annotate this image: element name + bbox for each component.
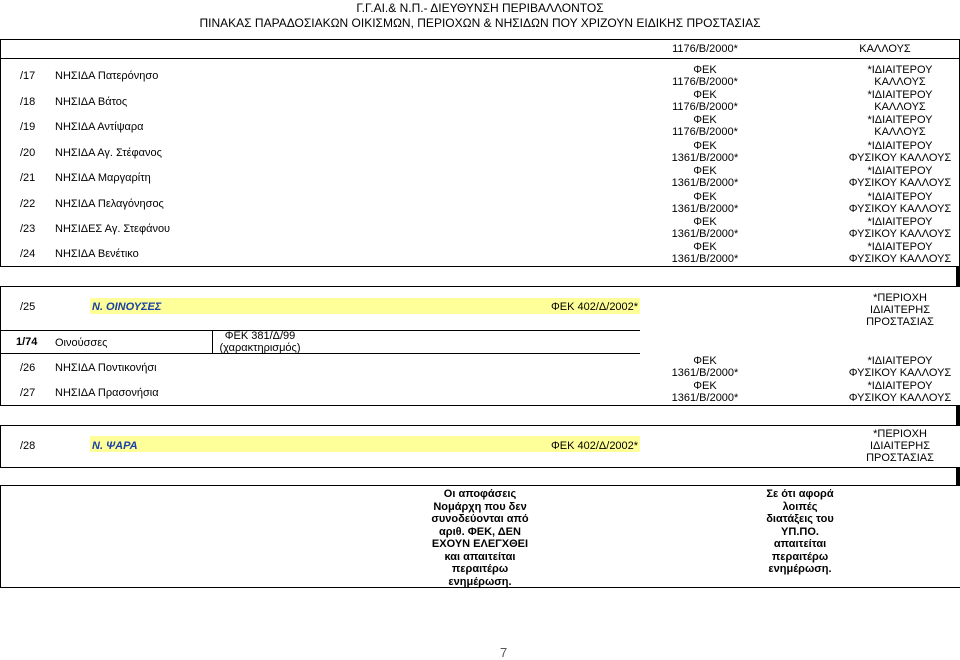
row-code: /24 — [20, 248, 36, 260]
row-fek-number: 1361/Β/2000* — [671, 203, 739, 215]
row-name: ΝΗΣΙΔΑ Ποντικονήσι — [55, 362, 157, 374]
page-header-line1: Γ.Γ.ΑΙ.& Ν.Π.- ΔΙΕΥΘΥΝΣΗ ΠΕΡΙΒΑΛΛΟΝΤΟΣ — [356, 1, 604, 15]
row-code: /27 — [20, 387, 36, 399]
page-number: 7 — [500, 645, 508, 660]
region-type-3: ΠΡΟΣΤΑΣΙΑΣ — [866, 452, 934, 464]
note-right — [735, 488, 865, 576]
note-line: αριθ. ΦΕΚ, ΔΕΝ — [439, 525, 521, 538]
note-line: ενημέρωση. — [448, 575, 512, 588]
region-code: /25 — [20, 301, 36, 313]
region-name: Ν. ΨΑΡΑ — [92, 440, 138, 452]
note-left — [415, 488, 545, 588]
row-fek-number: 1361/Β/2000* — [671, 253, 739, 265]
row-type-1: *ΙΔΙΑΙΤΕΡΟΥ — [867, 140, 933, 152]
row-code: /22 — [20, 198, 36, 210]
row-code: /23 — [20, 223, 36, 235]
page-header-line2: ΠΙΝΑΚΑΣ ΠΑΡΑΔΟΣΙΑΚΩΝ ΟΙΚΙΣΜΩΝ, ΠΕΡΙΟΧΩΝ & ΝΗΣΙΔΩΝ ΠΟΥ ΧΡΙΖΟΥΝ ΕΙΔΙΚΗΣ ΠΡΟΣΤΑΣΙΑΣ — [199, 16, 761, 30]
row-fek-number: 1361/Β/2000* — [671, 177, 739, 189]
row-type-2: ΚΑΛΛΟΥΣ — [874, 126, 926, 138]
row-code: /19 — [20, 121, 36, 133]
region-fek: ΦΕΚ 402/Δ/2002* — [551, 440, 639, 452]
row-code: /20 — [20, 147, 36, 159]
row-type-2: ΦΥΣΙΚΟΥ ΚΑΛΛΟΥΣ — [848, 392, 952, 404]
row-fek-number: 1361/Β/2000* — [671, 152, 739, 164]
row-type-2: ΦΥΣΙΚΟΥ ΚΑΛΛΟΥΣ — [848, 177, 952, 189]
row-code: /21 — [20, 172, 36, 184]
row-type-1: *ΙΔΙΑΙΤΕΡΟΥ — [867, 241, 933, 253]
row-fek-label: ΦΕΚ — [693, 380, 717, 392]
note-line: και απαιτείται — [444, 550, 516, 563]
note-line: λοιπές — [782, 500, 818, 513]
note-line: ΕΧΟΥΝ ΕΛΕΓΧΘΕΙ — [431, 538, 529, 550]
row-type-2: ΦΥΣΙΚΟΥ ΚΑΛΛΟΥΣ — [848, 203, 952, 215]
row-name: ΝΗΣΙΔΑ Πελαγόνησος — [55, 198, 164, 210]
row-fek-label: ΦΕΚ — [693, 64, 717, 76]
note-line: Νομάρχη που δεν — [433, 500, 527, 513]
row-name: ΝΗΣΙΔΑ Βενέτικο — [55, 248, 139, 260]
row-name: ΝΗΣΙΔΑ Αντίψαρα — [55, 121, 144, 133]
row-type-2: ΦΥΣΙΚΟΥ ΚΑΛΛΟΥΣ — [848, 152, 952, 164]
region-name: Ν. ΟΙΝΟΥΣΕΣ — [92, 301, 162, 313]
row-fek-number: 1361/Β/2000* — [671, 367, 739, 379]
row-name: ΝΗΣΙΔΕΣ Αγ. Στεφάνου — [55, 223, 171, 235]
note-line: απαιτείται — [773, 538, 827, 550]
row-type-2: ΚΑΛΛΟΥΣ — [874, 101, 926, 113]
region-type-1: *ΠΕΡΙΟΧΗ — [873, 428, 927, 440]
row-type-1: *ΙΔΙΑΙΤΕΡΟΥ — [867, 89, 933, 101]
row-name: ΝΗΣΙΔΑ Βάτος — [55, 96, 128, 108]
row-fek-label: ΦΕΚ — [693, 89, 717, 101]
row-type-1: *ΙΔΙΑΙΤΕΡΟΥ — [867, 165, 933, 177]
row-fek-number: 1176/Β/2000* — [672, 76, 738, 88]
note-line: περαιτέρω — [771, 550, 829, 563]
row-type-1: *ΙΔΙΑΙΤΕΡΟΥ — [867, 355, 933, 367]
note-line: Σε ότι αφορά — [766, 488, 834, 500]
row-type-2: ΦΥΣΙΚΟΥ ΚΑΛΛΟΥΣ — [848, 253, 952, 265]
row-name: ΝΗΣΙΔΑ Αγ. Στέφανος — [55, 147, 162, 159]
top-row-type: ΚΑΛΛΟΥΣ — [859, 43, 911, 55]
settlement-fek: ΦΕΚ 381/Δ/99 — [224, 330, 296, 342]
row-fek-label: ΦΕΚ — [693, 191, 717, 203]
note-line: ενημέρωση. — [768, 563, 832, 575]
row-type-2: ΚΑΛΛΟΥΣ — [874, 76, 926, 88]
row-fek-label: ΦΕΚ — [693, 216, 717, 228]
row-type-1: *ΙΔΙΑΙΤΕΡΟΥ — [867, 191, 933, 203]
row-fek-label: ΦΕΚ — [693, 355, 717, 367]
region-type-2: ΙΔΙΑΙΤΕΡΗΣ — [870, 304, 930, 316]
region-type-3: ΠΡΟΣΤΑΣΙΑΣ — [866, 316, 934, 328]
settlement-name: Οινούσσες — [55, 337, 108, 349]
row-fek-number: 1176/Β/2000* — [672, 126, 738, 138]
row-fek-label: ΦΕΚ — [693, 114, 717, 126]
row-type-2: ΦΥΣΙΚΟΥ ΚΑΛΛΟΥΣ — [848, 228, 952, 240]
top-row-fek: 1176/Β/2000* — [672, 43, 738, 55]
settlement-code: 1/74 — [16, 336, 38, 348]
row-fek-label: ΦΕΚ — [693, 165, 717, 177]
region-fek: ΦΕΚ 402/Δ/2002* — [551, 301, 639, 313]
row-fek-label: ΦΕΚ — [693, 241, 717, 253]
row-type-2: ΦΥΣΙΚΟΥ ΚΑΛΛΟΥΣ — [848, 367, 952, 379]
note-line: ΥΠ.ΠΟ. — [781, 525, 819, 538]
row-fek-number: 1361/Β/2000* — [671, 392, 739, 404]
row-fek-label: ΦΕΚ — [693, 140, 717, 152]
settlement-fek-note: (χαρακτηρισμός) — [219, 342, 301, 354]
region-type-2: ΙΔΙΑΙΤΕΡΗΣ — [870, 440, 930, 452]
row-fek-number: 1361/Β/2000* — [671, 228, 739, 240]
row-code: /18 — [20, 96, 36, 108]
row-type-1: *ΙΔΙΑΙΤΕΡΟΥ — [867, 216, 933, 228]
note-line: περαιτέρω — [451, 563, 509, 575]
row-code: /26 — [20, 362, 36, 374]
note-line: Οι αποφάσεις — [443, 488, 517, 500]
row-type-1: *ΙΔΙΑΙΤΕΡΟΥ — [867, 64, 933, 76]
row-fek-number: 1176/Β/2000* — [672, 101, 738, 113]
region-code: /28 — [20, 440, 36, 452]
row-name: ΝΗΣΙΔΑ Πρασονήσια — [55, 387, 159, 399]
row-name: ΝΗΣΙΔΑ Μαργαρίτη — [55, 172, 151, 184]
region-type-1: *ΠΕΡΙΟΧΗ — [873, 292, 927, 304]
row-name: ΝΗΣΙΔΑ Πατερόνησο — [55, 70, 159, 82]
note-line: συνοδεύονται από — [431, 513, 529, 525]
note-line: διατάξεις του — [766, 513, 834, 525]
row-code: /17 — [20, 70, 36, 82]
row-type-1: *ΙΔΙΑΙΤΕΡΟΥ — [867, 380, 933, 392]
row-type-1: *ΙΔΙΑΙΤΕΡΟΥ — [867, 114, 933, 126]
